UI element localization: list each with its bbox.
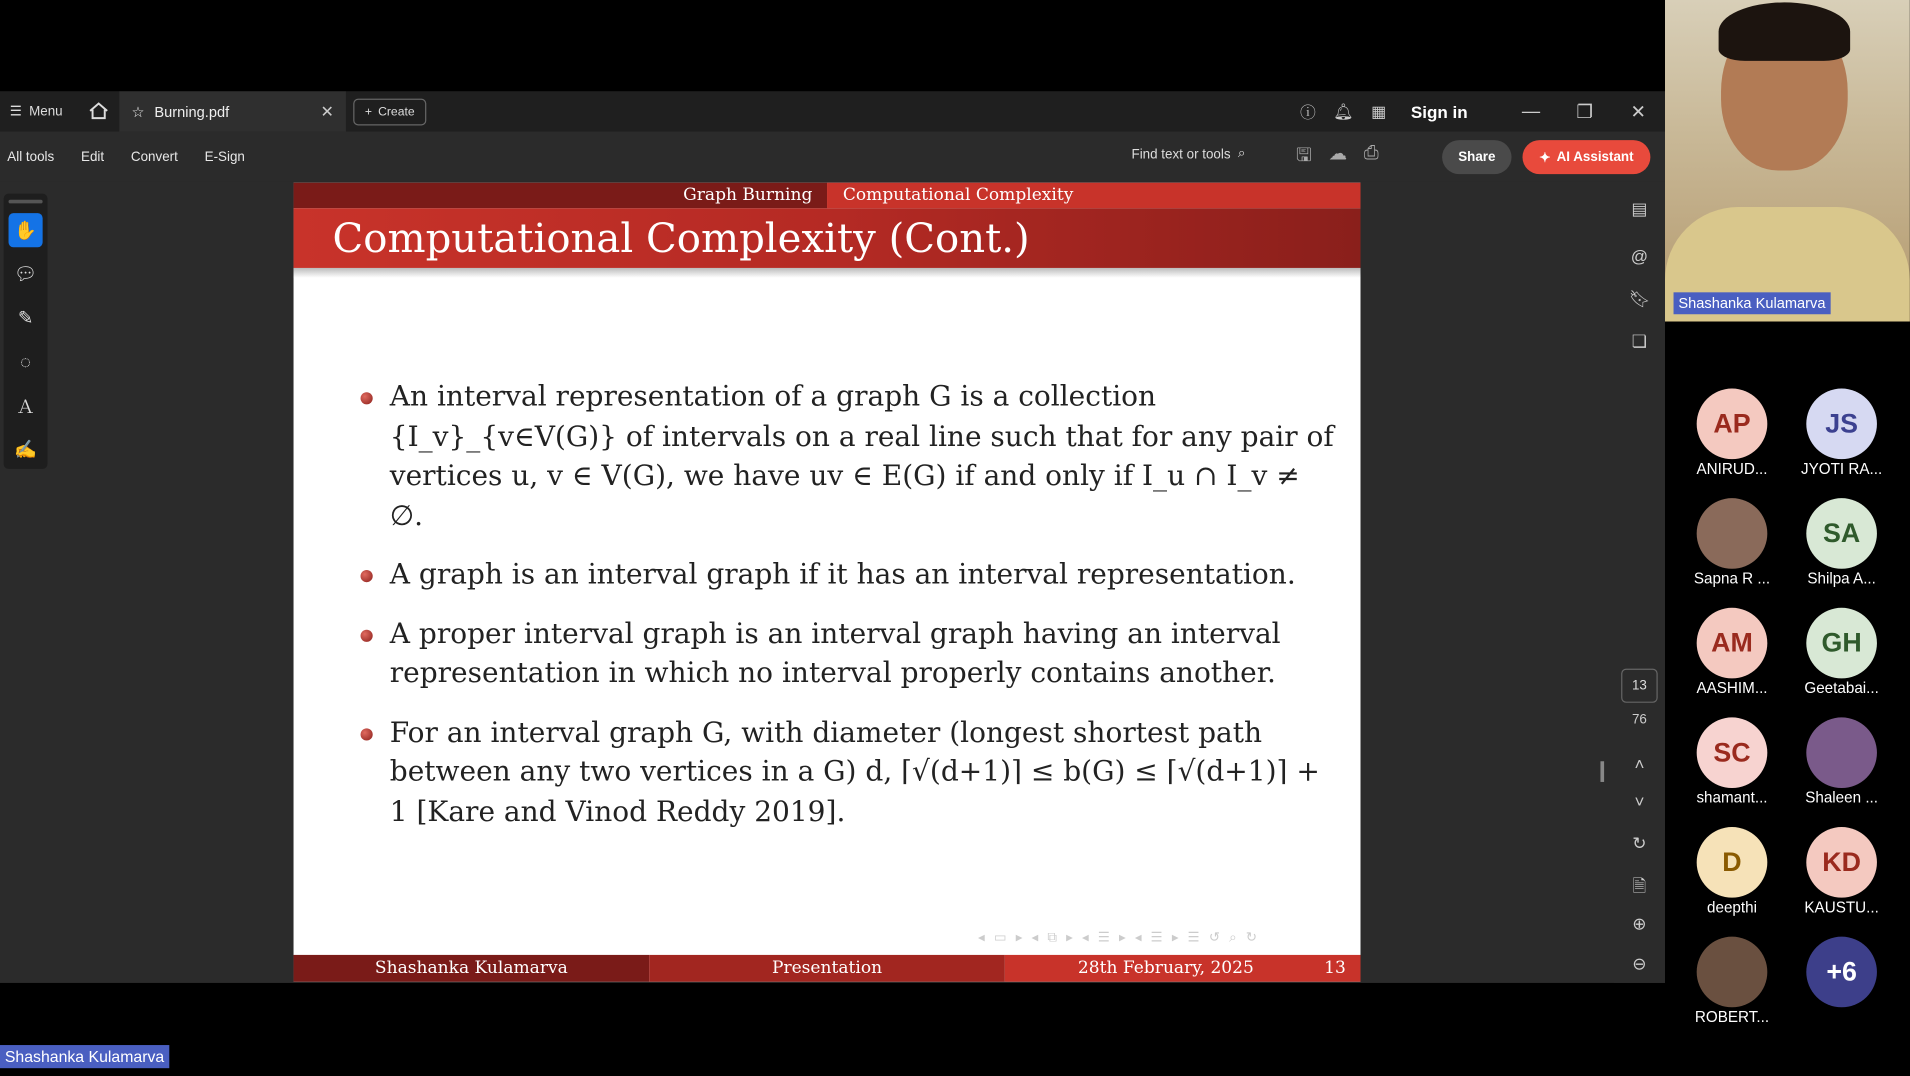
create-label: Create (378, 105, 415, 119)
menu-button[interactable] (0, 91, 72, 131)
speaker-video[interactable] (1665, 0, 1910, 322)
participant-avatar: GH (1806, 608, 1877, 679)
esign-menu[interactable]: E-Sign (204, 149, 245, 164)
sign-icon[interactable]: ✍ (14, 439, 37, 461)
bullet-item: A proper interval graph is an interval graph having an interval representation in which no interval properly contains another. (361, 614, 1335, 693)
save-icon[interactable]: 🖫 (1295, 144, 1312, 166)
participant-name: Shilpa A... (1807, 570, 1876, 588)
toolbar-icons (1296, 143, 1379, 173)
participant-tile[interactable] (1677, 498, 1787, 587)
toolbar (0, 132, 1665, 182)
participant-name: shamant... (1696, 789, 1768, 807)
participant-tile[interactable] (1787, 827, 1897, 916)
ai-icon: ✦ (1539, 150, 1551, 166)
slide-page (294, 183, 1361, 982)
participant-name: AASHIM... (1696, 679, 1768, 697)
slide-title: Computational Complexity (Cont.) (294, 208, 1361, 268)
participant-avatar: +6 (1806, 937, 1877, 1008)
hand-tool-icon[interactable]: ✋ (9, 213, 43, 247)
ai-assistant-button[interactable] (1523, 140, 1651, 174)
footer-page: 13 (1324, 958, 1346, 979)
participant-name: ANIRUD... (1696, 460, 1768, 478)
participant-name: Shaleen ... (1805, 789, 1879, 807)
participant-tile[interactable] (1677, 608, 1787, 697)
footer-author: Shashanka Kulamarva (294, 955, 650, 982)
speaker-hair (1719, 2, 1851, 60)
footer-date-page (1005, 955, 1361, 982)
tab-title: Burning.pdf (154, 102, 230, 120)
bullet-item: For an interval graph G, with diameter (longest shortest path between any two vertices in a G) d, ⌈√(d+1)⌉ ≤ b(G) ≤ ⌈√(d+1)⌉ + 1 [Kare and Vinod Reddy 2019]. (361, 713, 1335, 832)
participant-name: Geetabai... (1804, 679, 1879, 697)
minimize-icon[interactable]: — (1521, 101, 1541, 122)
bullet-list (361, 378, 1335, 852)
title-right-controls (1290, 91, 1665, 131)
zoom-out-icon[interactable]: ⊖ (1632, 953, 1647, 974)
all-tools-menu[interactable]: All tools (7, 149, 55, 164)
upload-cloud-icon[interactable]: ☁ (1328, 143, 1347, 165)
title-bar (0, 91, 1665, 131)
participant-avatar: KD (1806, 827, 1877, 898)
panel-grip[interactable] (9, 200, 43, 204)
participant-photo (1697, 937, 1768, 1008)
star-icon[interactable]: ☆ (131, 102, 145, 120)
right-rail (1614, 181, 1665, 982)
participant-name: deepthi (1707, 898, 1757, 916)
participant-tile[interactable] (1787, 937, 1897, 1008)
bell-icon[interactable]: 🔔︎ (1333, 101, 1354, 120)
document-tab[interactable] (119, 91, 346, 131)
home-icon[interactable] (88, 101, 110, 120)
participant-avatar: SA (1806, 498, 1877, 569)
zoom-in-icon[interactable]: ⊕ (1632, 913, 1647, 933)
scrollbar-thumb[interactable] (1600, 761, 1604, 782)
participant-tile[interactable] (1787, 608, 1897, 697)
nav-section-complexity[interactable]: Computational Complexity (827, 183, 1360, 209)
find-label: Find text or tools (1131, 146, 1231, 162)
page-number-input[interactable]: 13 (1621, 669, 1658, 703)
title-shadow (294, 268, 1361, 278)
participant-tile[interactable] (1787, 717, 1897, 806)
pages-icon[interactable]: ❏ (1631, 331, 1648, 351)
highlighter-icon[interactable]: ✎ (17, 308, 34, 329)
slide-navbar (294, 183, 1361, 209)
chevron-up-icon[interactable]: ˄ (1634, 753, 1645, 774)
participant-tile[interactable] (1677, 389, 1787, 478)
print-icon[interactable]: ⎙ (1363, 142, 1379, 164)
bookmark-icon[interactable]: 🔖︎ (1628, 288, 1651, 309)
share-button[interactable]: Share (1442, 140, 1511, 174)
participant-tile[interactable] (1677, 717, 1787, 806)
beamer-nav-symbols[interactable]: ◂ ▭ ▸ ◂ ⧉ ▸ ◂ ☰ ▸ ◂ ☰ ▸ ☰ ↺ ⌕ ↻ (978, 929, 1260, 946)
participant-tile[interactable] (1677, 937, 1787, 1026)
menu-label: Menu (29, 104, 63, 119)
participants-panel (1665, 322, 1910, 1076)
participant-avatar: SC (1697, 717, 1768, 788)
participant-photo (1806, 717, 1877, 788)
close-window-icon[interactable]: ✕ (1630, 101, 1646, 123)
footer-date: 28th February, 2025 (1077, 958, 1254, 979)
close-tab-icon[interactable]: ✕ (320, 101, 334, 120)
footer-title: Presentation (649, 955, 1005, 982)
comments-panel-icon[interactable]: ▤ (1631, 198, 1648, 219)
rotate-icon[interactable]: ↻ (1632, 833, 1647, 853)
participant-avatar: AP (1697, 389, 1768, 460)
participant-tile[interactable] (1787, 389, 1897, 478)
edit-menu[interactable]: Edit (81, 149, 105, 164)
participant-name: KAUSTU... (1804, 898, 1879, 916)
participant-name: ROBERT... (1694, 1008, 1770, 1026)
search-icon: ⌕ (1237, 146, 1246, 161)
bullet-item: An interval representation of a graph G is a collection {I_v}_{v∈V(G)} of intervals on a real line such that for any pair of vertices u, v ∈ V(G), we have uv ∈ E(G) if and only if I_u ∩ I_v ≠ ∅. (361, 378, 1335, 536)
plus-icon: + (364, 105, 372, 119)
restore-icon[interactable]: ❐ (1576, 101, 1593, 123)
participant-avatar: AM (1697, 608, 1768, 679)
left-tool-panel (4, 194, 48, 469)
nav-section-graph-burning[interactable]: Graph Burning (294, 183, 827, 209)
text-select-icon[interactable]: Ａ (16, 396, 35, 418)
participant-avatar: JS (1806, 389, 1877, 460)
bullet-item: A graph is an interval graph if it has an interval representation. (361, 555, 1335, 595)
participant-tile[interactable] (1677, 827, 1787, 916)
comment-icon[interactable]: 💬︎ (13, 264, 38, 286)
lasso-icon[interactable]: ◌ (20, 351, 32, 373)
apps-grid-icon[interactable]: ▦ (1371, 101, 1387, 120)
page-info-icon[interactable]: 🗎 (1632, 875, 1647, 896)
presenter-name-tag: Shashanka Kulamarva (0, 1045, 169, 1068)
participant-tile[interactable] (1787, 498, 1897, 587)
chevron-down-icon[interactable]: ˅ (1634, 791, 1645, 812)
help-icon[interactable]: ⓘ (1299, 103, 1316, 122)
create-button[interactable] (353, 99, 426, 126)
slide-footer (294, 955, 1361, 982)
share-link-icon[interactable]: @ (1630, 246, 1649, 266)
convert-menu[interactable]: Convert (130, 149, 178, 164)
participant-name: Sapna R ... (1693, 570, 1771, 588)
participant-photo (1697, 498, 1768, 569)
find-tools[interactable] (1132, 146, 1246, 162)
page-total: 76 (1631, 712, 1647, 728)
sign-in-button[interactable]: Sign in (1410, 101, 1468, 122)
ai-label: AI Assistant (1556, 149, 1634, 165)
hamburger-icon: ☰ (9, 104, 22, 120)
participant-name: JYOTI RA... (1801, 460, 1883, 478)
participant-avatar: D (1697, 827, 1768, 898)
speaker-name-tag: Shashanka Kulamarva (1674, 292, 1831, 314)
